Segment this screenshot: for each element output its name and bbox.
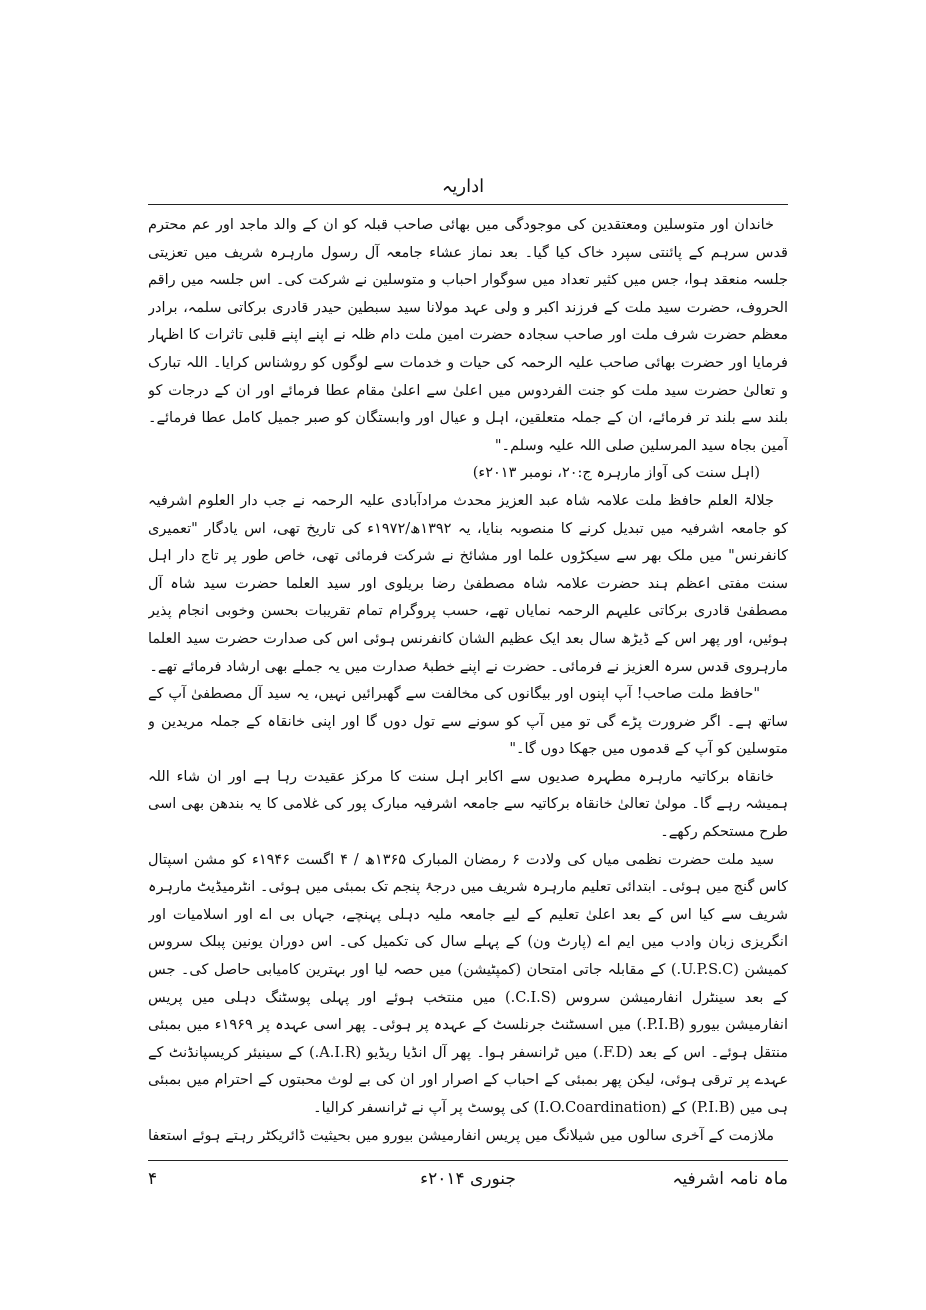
header-rule: [148, 204, 788, 205]
page-header: اداریہ: [441, 176, 485, 197]
article-body: [148, 212, 788, 1152]
paragraph-funeral: خاندان اور متوسلین ومعتقدین کی موجودگی میں بھائی صاحب قبلہ کو ان کے والد ماجد اور عم محترم قدس سرہم کے پائنتی سپرد خاک کیا گیا۔ بعد نماز عشاء جامعہ آل رسول مارہرہ شریف میں تعزیتی جلسہ منعقد ہوا، جس میں کثیر تعداد میں سوگوار احباب و متوسلین نے شرکت کی۔ اس جلسہ میں راقم الحروف، حضرت سید ملت کے فرزند اکبر و ولی عہد مولانا سید سبطین حیدر قادری برکاتی سلمہ، برادر معظم حضرت شرف ملت اور صاحب سجادہ حضرت امین ملت دام ظلہ نے اپنے اپنے قلبی تاثرات کا اظہار فرمایا اور حضرت بھائی صاحب علیہ الرحمہ کی حیات و خدمات سے لوگوں کو روشناس کرایا۔ اللہ تبارک و تعالیٰ حضرت سید ملت کو جنت الفردوس میں اعلیٰ سے اعلیٰ مقام عطا فرمائے اور ان کے درجات کو بلند سے بلند تر فرمائے، ان کے جملہ متعلقین، اہل و عیال اور وابستگان کو صبر جمیل کامل عطا فرمائے۔ آمین بجاہ سید المرسلین صلی اللہ علیہ وسلم۔": [148, 217, 788, 454]
paragraph-jamia-ashrafia: جلالۃ العلم حافظ ملت علامہ شاہ عبد العزیز محدث مرادآبادی علیہ الرحمہ نے جب دار العلوم اشرفیہ کو جامعہ اشرفیہ میں تبدیل کرنے کا منصوبہ بنایا، یہ ۱۳۹۲ھ/۱۹۷۲ء کی تاریخ تھی، اس یادگار "تعمیری کانفرنس" میں ملک بھر سے سیکڑوں علما اور مشائخ نے شرکت فرمائی تھی، خاص طور پر تاج دار اہل سنت مفتی اعظم ہند حضرت علامہ شاہ مصطفیٰ رضا بریلوی اور سید العلما حضرت سید شاہ آل مصطفیٰ قادری برکاتی علیہم الرحمہ نمایاں تھے، حسب پروگرام تمام تقریبات بحسن وخوبی انجام پذیر ہوئیں، اور پھر اس کے ڈیڑھ سال بعد ایک عظیم الشان کانفرنس ہوئی اس کی صدارت حضرت سید العلما مارہروی قدس سرہ العزیز نے فرمائی۔ حضرت نے اپنے خطبۂ صدارت میں یہ جملے بھی ارشاد فرمائے تھے۔: [148, 492, 788, 675]
citation: (اہل سنت کی آواز مارہرہ ج:۲۰، نومبر ۲۰۱۳ء): [472, 465, 760, 482]
footer-rule: [148, 1160, 788, 1161]
page-number: ۴: [148, 1169, 158, 1189]
quote-syed-ul-ulama: "حافظ ملت صاحب! آپ اپنوں اور بیگانوں کی مخالفت سے گھبرائیں نہیں، یہ سید آل مصطفیٰ آپ کے ساتھ ہے۔ اگر ضرورت پڑے گی تو میں آپ کو سونے سے تول دوں گا اور اپنی خانقاہ کے جملہ مریدین و متوسلین کو آپ کے قدموں میں جھکا دوں گا۔": [148, 686, 788, 758]
paragraph-khanqah: خانقاہ برکاتیہ مارہرہ مطہرہ صدیوں سے اکابر اہل سنت کا مرکز عقیدت رہا ہے اور ان شاء اللہ ہمیشہ رہے گا۔ مولیٰ تعالیٰ خانقاہ برکاتیہ سے جامعہ اشرفیہ مبارک پور کی غلامی کا یہ بندھن بھی اسی طرح مستحکم رکھے۔: [148, 768, 788, 841]
page-footer: [148, 1166, 788, 1192]
paragraph-retirement: ملازمت کے آخری سالوں میں شیلانگ میں پریس انفارمیشن بیورو میں بحیثیت ڈائریکٹر رہتے ہوئے استعفا: [148, 1127, 774, 1144]
magazine-name: ماہ نامہ اشرفیہ: [672, 1169, 788, 1189]
paragraph-biography: سید ملت حضرت نظمی میاں کی ولادت ۶ رمضان المبارک ۱۳۶۵ھ / ۴ اگست ۱۹۴۶ء کو مشن اسپتال کاس گنج میں ہوئی۔ ابتدائی تعلیم مارہرہ شریف میں درجۂ پنجم تک بمبئی میں ہوئی۔ انٹرمیڈیٹ مارہرہ شریف سے کیا اس کے بعد اعلیٰ تعلیم کے لیے جامعہ ملیہ دہلی پہنچے، جہاں بی اے اور اسلامیات اور انگریزی زبان وادب میں ایم اے (پارٹ ون) کے پہلے سال کی تکمیل کی۔ اس دوران یونین پبلک سروس کمیشن (U.P.S.C.) کے مقابلہ جاتی امتحان (کمپٹیشن) میں حصہ لیا اور بہترین کامیابی حاصل کی۔ جس کے بعد سینٹرل انفارمیشن سروس (C.I.S.) میں منتخب ہوئے اور پہلی پوسٹنگ دہلی میں پریس انفارمیشن بیورو (P.I.B.) میں اسسٹنٹ جرنلسٹ کے عہدہ پر ہوئی۔ پھر اسی عہدہ پر ۱۹۶۹ء میں بمبئی منتقل ہوئے۔ اس کے بعد (F.D.) میں ٹرانسفر ہوا۔ پھر آل انڈیا ریڈیو (A.I.R.) کے سینیئر کریسپانڈنٹ کے عہدے پر ترقی ہوئی، لیکن پھر بمبئی کے احباب کے اصرار اور ان کی بے لوث محبتوں کے احترام میں بمبئی ہی میں (P.I.B) کے (I.O.Coardination) کی پوسٹ پر آپ نے ٹرانسفر کرالیا۔: [148, 851, 788, 1116]
issue-date: جنوری ۲۰۱۴ء: [420, 1169, 516, 1189]
